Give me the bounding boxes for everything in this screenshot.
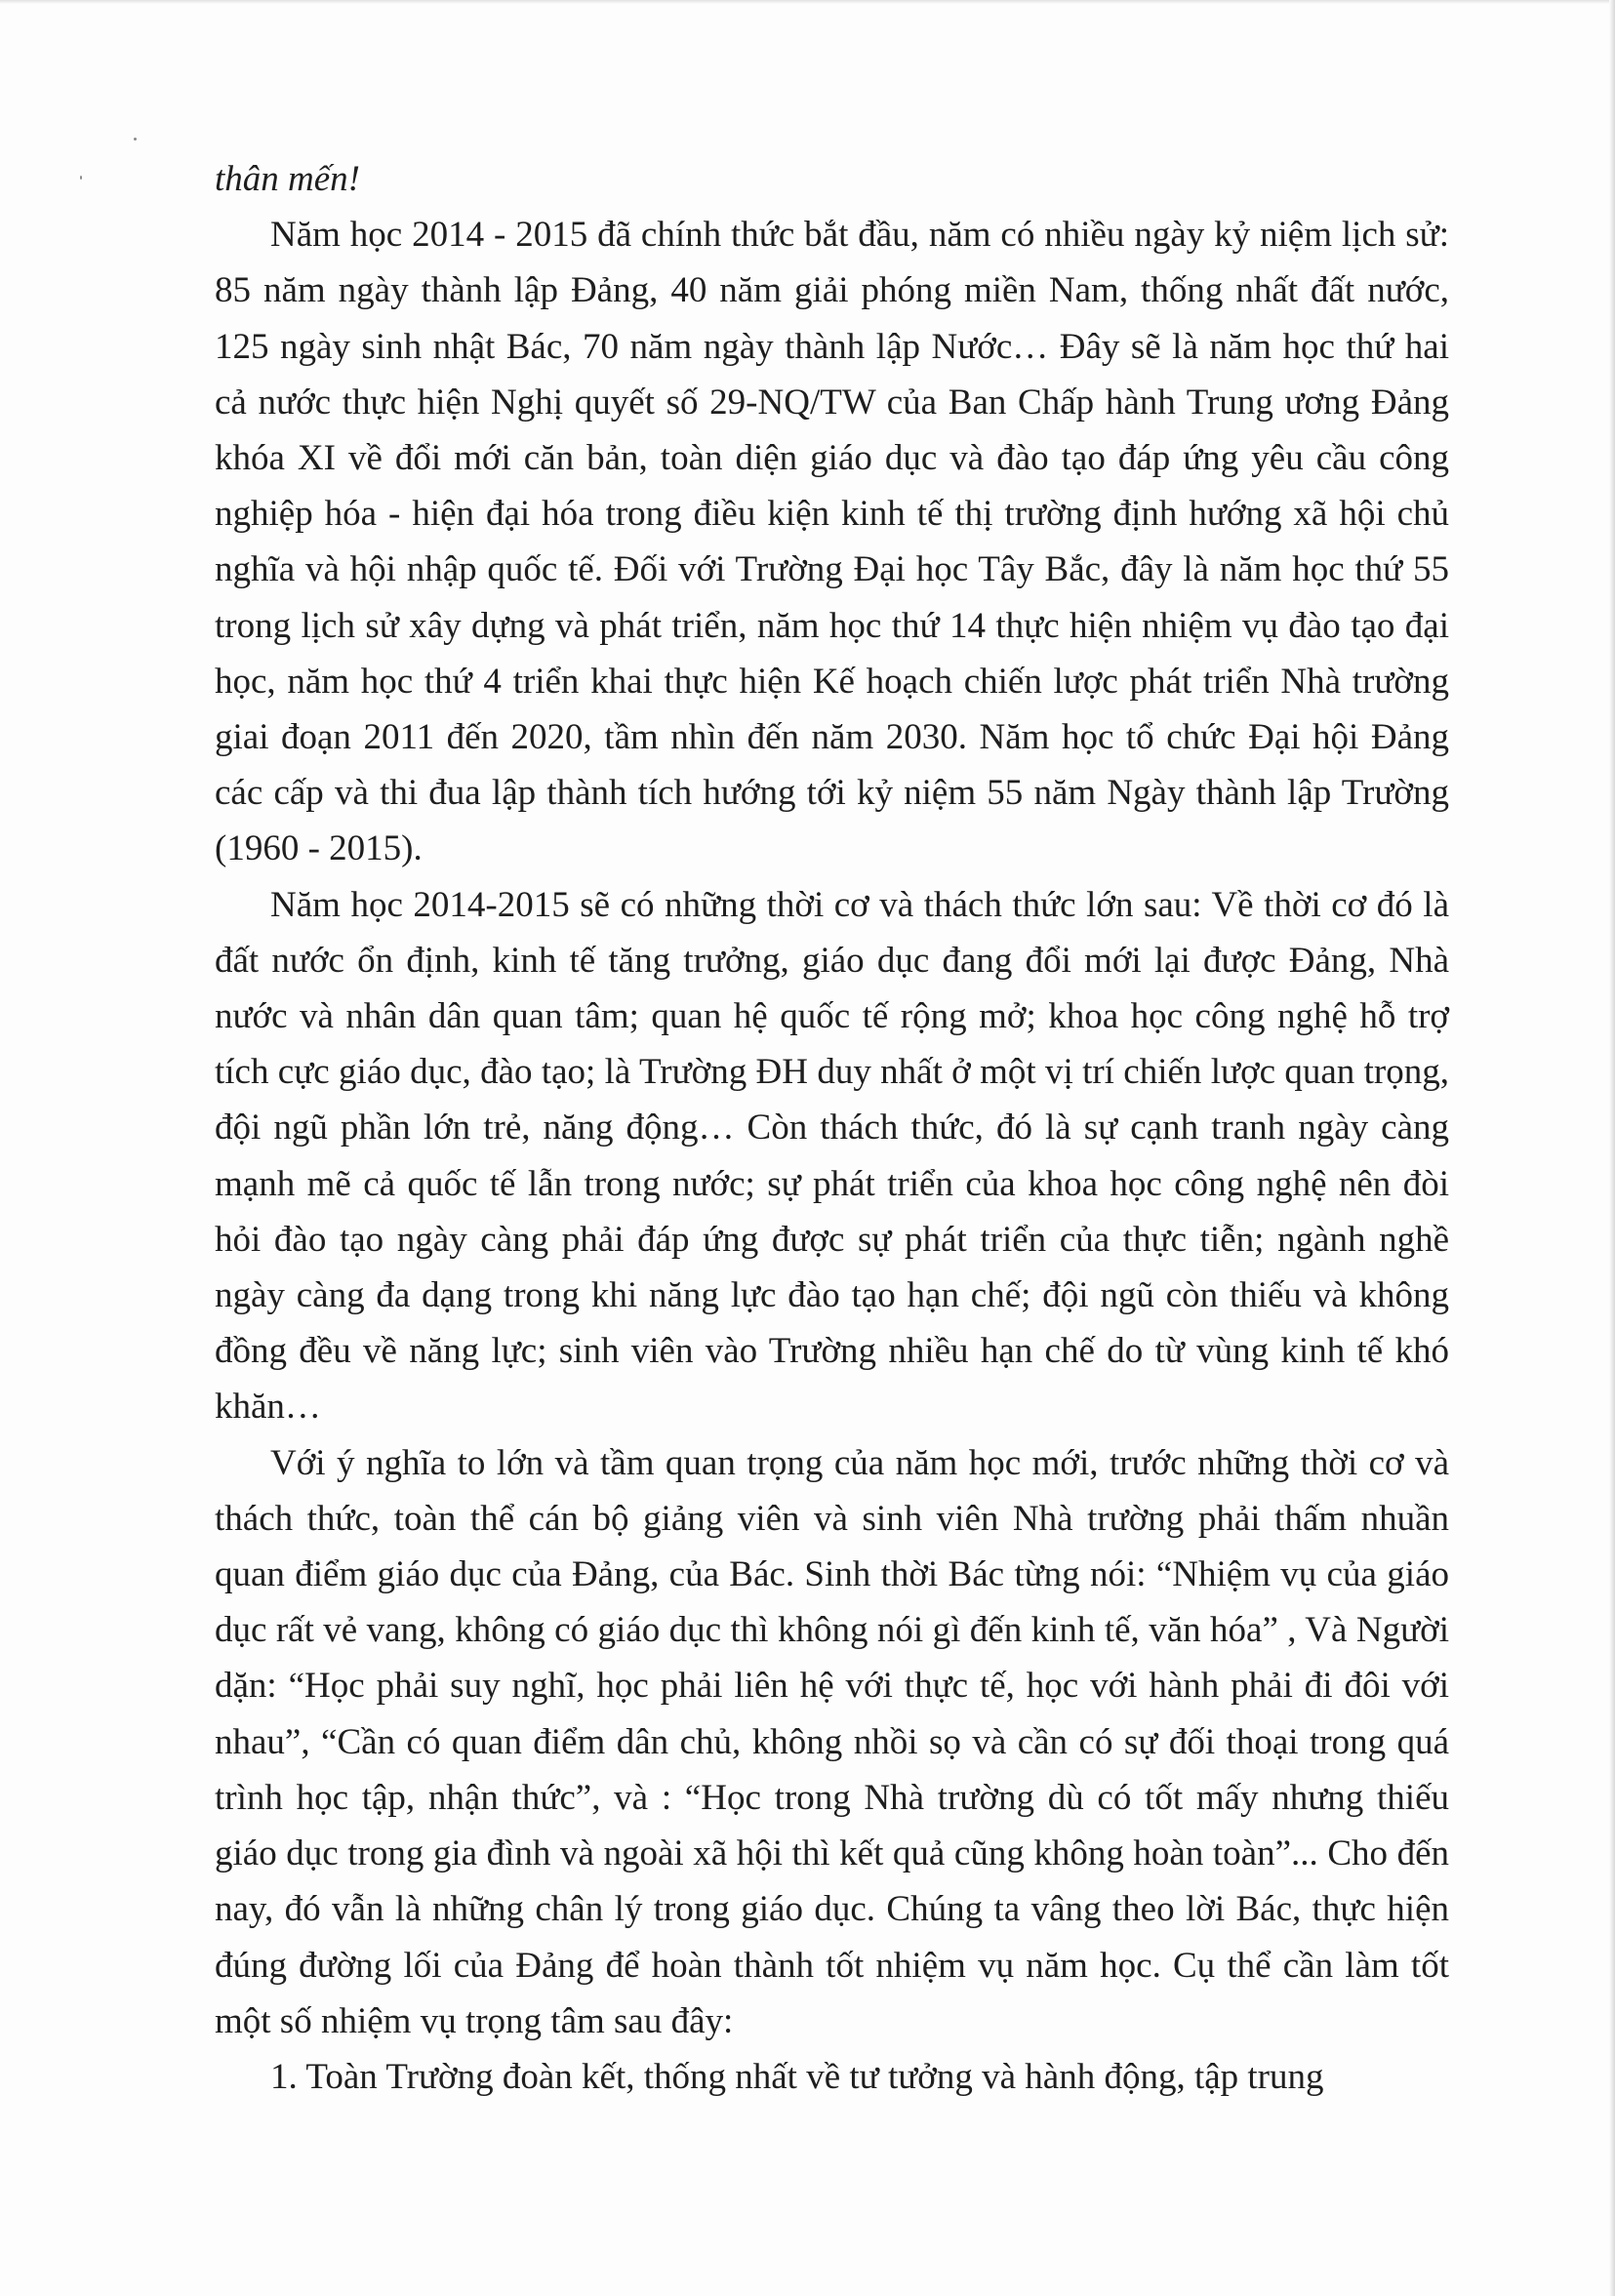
scan-speck	[134, 138, 137, 141]
paragraph: Năm học 2014 - 2015 đã chính thức bắt đầu, năm có nhiều ngày kỷ niệm lịch sử: 85 năm ngày thành lập Đảng, 40 năm giải phóng miền Nam, thống nhất đất nước, 125 ngày sinh nhật Bác, 70 năm ngày thành lập Nước… Đây sẽ là năm học thứ hai cả nước thực hiện Nghị quyết số 29-NQ/TW của Ban Chấp hành Trung ương Đảng khóa XI về đổi mới căn bản, toàn diện giáo dục và đào tạo đáp ứng yêu cầu công nghiệp hóa - hiện đại hóa trong điều kiện kinh tế thị trường định hướng xã hội chủ nghĩa và hội nhập quốc tế. Đối với Trường Đại học Tây Bắc, đây là năm học thứ 55 trong lịch sử xây dựng và phát triển, năm học thứ 14 thực hiện nhiệm vụ đào tạo đại học, năm học thứ 4 triển khai thực hiện Kế hoạch chiến lược phát triển Nhà trường giai đoạn 2011 đến 2020, tầm nhìn đến năm 2030. Năm học tổ chức Đại hội Đảng các cấp và thi đua lập thành tích hướng tới kỷ niệm 55 năm Ngày thành lập Trường (1960 - 2015).	[215, 215, 1449, 869]
scan-edge-right	[1609, 0, 1615, 2296]
paragraph: Năm học 2014-2015 sẽ có những thời cơ và thách thức lớn sau: Về thời cơ đó là đất nước ổn định, kinh tế tăng trưởng, giáo dục đang đổi mới lại được Đảng, Nhà nước và nhân dân quan tâm; quan hệ quốc tế rộng mở; khoa học công nghệ hỗ trợ tích cực giáo dục, đào tạo; là Trường ĐH duy nhất ở một vị trí chiến lược quan trọng, đội ngũ phần lớn trẻ, năng động… Còn thách thức, đó là sự cạnh tranh ngày càng mạnh mẽ cả quốc tế lẫn trong nước; sự phát triển của khoa học công nghệ nên đòi hỏi đào tạo ngày càng phải đáp ứng được sự phát triển của thực tiễn; ngành nghề ngày càng đa dạng trong khi năng lực đào tạo hạn chế; đội ngũ còn thiếu và không đồng đều về năng lực; sinh viên vào Trường nhiều hạn chế do từ vùng kinh tế khó khăn…	[215, 884, 1449, 1428]
paragraph: 1. Toàn Trường đoàn kết, thống nhất về tư tưởng và hành động, tập trung	[270, 2056, 1324, 2097]
greeting: thân mến!	[215, 159, 360, 199]
scan-edge-top	[0, 0, 1615, 4]
scan-speck	[80, 176, 82, 180]
letter-body	[215, 151, 1449, 2105]
paragraph: Với ý nghĩa to lớn và tầm quan trọng của năm học mới, trước những thời cơ và thách thức, toàn thể cán bộ giảng viên và sinh viên Nhà trường phải thấm nhuần quan điểm giáo dục của Đảng, của Bác. Sinh thời Bác từng nói: “Nhiệm vụ của giáo dục rất vẻ vang, không có giáo dục thì không nói gì đến kinh tế, văn hóa” , Và Người dặn: “Học phải suy nghĩ, học phải liên hệ với thực tế, học với hành phải đi đôi với nhau”, “Cần có quan điểm dân chủ, không nhồi sọ và cần có sự đối thoại trong quá trình học tập, nhận thức”, và : “Học trong Nhà trường dù có tốt mấy nhưng thiếu giáo dục trong gia đình và ngoài xã hội thì kết quả cũng không hoàn toàn”... Cho đến nay, đó vẫn là những chân lý trong giáo dục. Chúng ta vâng theo lời Bác, thực hiện đúng đường lối của Đảng để hoàn thành tốt nhiệm vụ năm học. Cụ thể cần làm tốt một số nhiệm vụ trọng tâm sau đây:	[215, 1442, 1449, 2041]
